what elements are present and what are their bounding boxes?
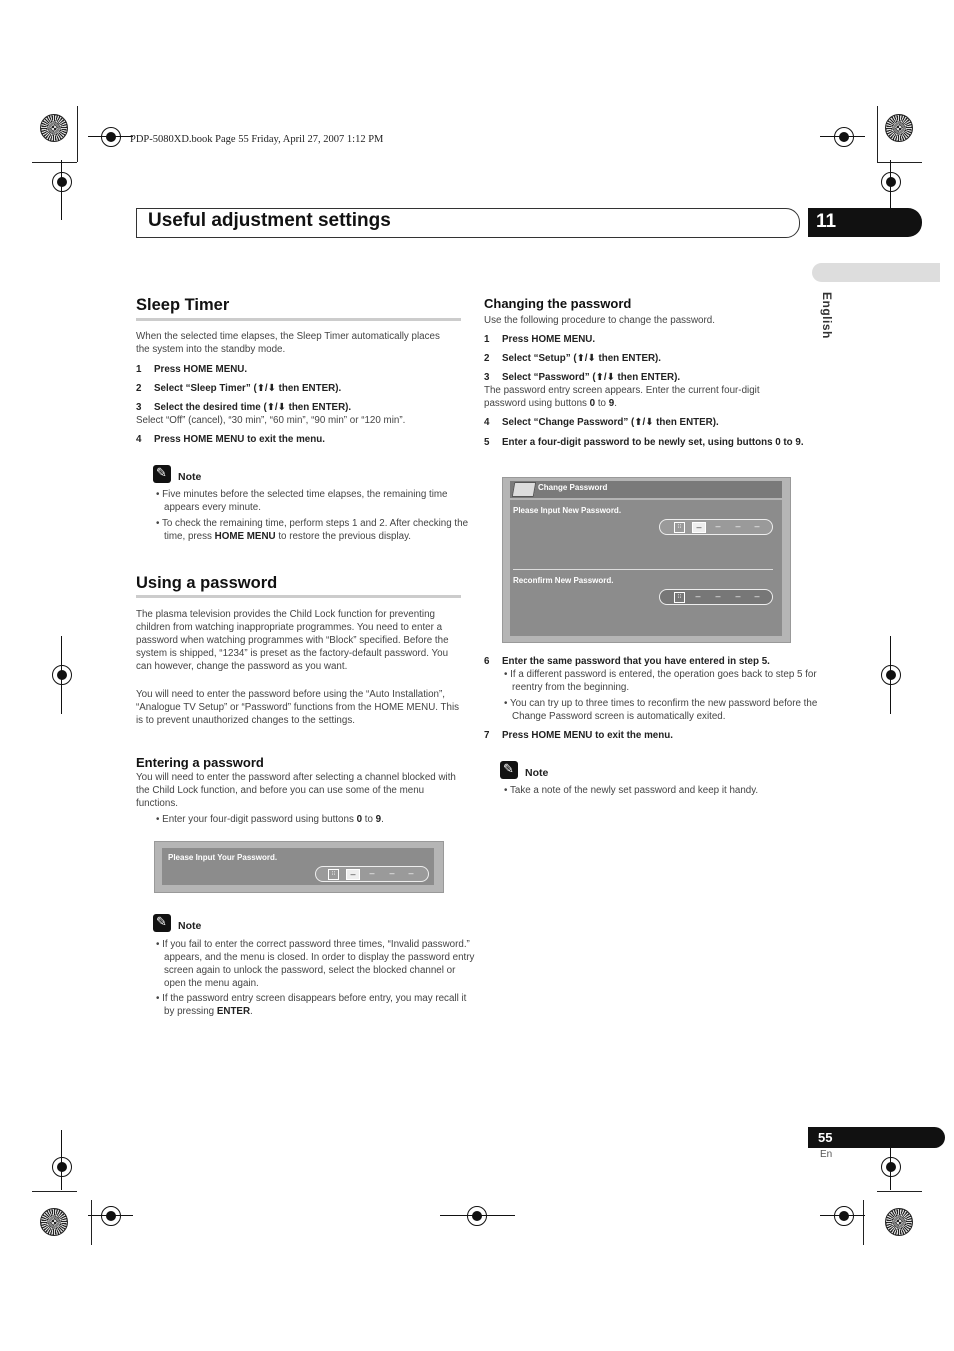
crosshair-line [890, 636, 891, 714]
note-bullet: • Five minutes before the selected time elapses, the remaining time appears every minute. [146, 489, 472, 515]
sleep-step: 2 Select “Sleep Timer” (⬆/⬇ then ENTER). [136, 383, 342, 394]
crop-mark [32, 162, 77, 163]
note-label: Note [178, 920, 202, 932]
confirm-password-field[interactable] [659, 589, 773, 605]
change-step: 1 Press HOME MENU. [484, 334, 596, 345]
change-step: 4 Select “Change Password” (⬆/⬇ then ENTER). [484, 417, 719, 428]
tv-icon [512, 482, 537, 497]
crosshair-line [61, 636, 62, 714]
crosshair-icon [881, 1157, 901, 1177]
password-digit: – [754, 521, 760, 531]
crosshair-line [820, 1215, 865, 1216]
chapter-number: 11 [816, 211, 837, 232]
sleep-step: 3 Select the desired time (⬆/⬇ then ENTER). [136, 402, 352, 413]
note-bullet: • To check the remaining time, perform steps 1 and 2. After checking the time, press HOME MENU to restore the previous display. [146, 518, 472, 544]
registration-target-icon [885, 1208, 913, 1236]
change-step: 7 Press HOME MENU to exit the menu. [484, 730, 673, 741]
crop-mark [77, 106, 78, 162]
password-prompt: Please Input Your Password. [168, 853, 278, 862]
change-password-title: Change Password [538, 483, 608, 492]
page-title: Useful adjustment settings [148, 210, 391, 231]
crosshair-icon [834, 127, 854, 147]
registration-target-icon [40, 1208, 68, 1236]
sleep-timer-heading: Sleep Timer [136, 296, 230, 314]
password-screen [154, 841, 444, 893]
change-password-screen [502, 477, 791, 643]
password-digit: – [754, 591, 760, 601]
page-language: En [820, 1149, 833, 1160]
change-step: 3 Select “Password” (⬆/⬇ then ENTER). [484, 372, 681, 383]
crosshair-icon [881, 172, 901, 192]
crosshair-icon [52, 1157, 72, 1177]
sleep-timer-intro: When the selected time elapses, the Sleep Timer automatically places the system into the standby mode. [136, 331, 440, 355]
crosshair-line [61, 1130, 62, 1190]
password-digit: – [695, 591, 701, 601]
change-step: 6 Enter the same password that you have entered in step 5. [484, 656, 770, 667]
print-info: PDP-5080XD.book Page 55 Friday, April 27, 2007 1:12 PM [130, 134, 384, 145]
password-digit: – [408, 868, 414, 878]
change-step3-detail: The password entry screen appears. Enter the current four-digit password using buttons 0 to 9. [484, 385, 760, 409]
registration-target-icon [885, 114, 913, 142]
crosshair-icon [101, 127, 121, 147]
heading-rule [136, 595, 461, 598]
password-digit: – [346, 869, 360, 880]
sleep-step: 1 Press HOME MENU. [136, 364, 248, 375]
confirm-password-prompt: Reconfirm New Password. [513, 576, 614, 585]
note-icon [153, 465, 171, 483]
crosshair-icon [52, 172, 72, 192]
crop-mark [91, 1200, 92, 1245]
note-bullet: • If you fail to enter the correct password three times, “Invalid password.” appears, and the menu is closed. In order to display the password entry screen again to unlock the password, select the blocked channel or open the menu again. [146, 939, 478, 991]
crop-mark [877, 162, 922, 163]
crosshair-line [820, 136, 865, 137]
entering-password-para: You will need to enter the password after selecting a channel blocked with the Child Lock function, and before you can use some of the menu functions. [136, 772, 456, 809]
entering-bullet: • Enter your four-digit password using buttons 0 to 9. [146, 814, 472, 827]
crop-mark [863, 1200, 864, 1245]
using-password-para1: The plasma television provides the Child Lock function for preventing children from watching inappropriate programmes. You need to enter a password when watching programmes with “Block” specified. Before the system is shipped, “1234” is preset as the factory-default password. You can however, change the password as you want. [136, 609, 449, 672]
note-bullet: • Take a note of the newly set password and keep it handy. [494, 785, 818, 798]
crop-mark [32, 1191, 77, 1192]
new-password-field[interactable] [659, 519, 773, 535]
crop-mark [877, 1191, 922, 1192]
changing-password-intro: Use the following procedure to change the password. [484, 315, 715, 326]
note-label: Note [178, 471, 202, 483]
sleep-step: 4 Press HOME MENU to exit the menu. [136, 434, 325, 445]
keypad-icon: ⁝⁝ [674, 592, 685, 603]
language-label: English [820, 292, 834, 339]
password-digit: – [715, 591, 721, 601]
keypad-icon: ⁝⁝ [674, 522, 685, 533]
note-icon [500, 761, 518, 779]
crosshair-icon [881, 665, 901, 685]
note-icon [153, 914, 171, 932]
crosshair-icon [467, 1206, 487, 1226]
registration-target-icon [40, 114, 68, 142]
password-digit: – [389, 868, 395, 878]
crosshair-icon [52, 665, 72, 685]
new-password-prompt: Please Input New Password. [513, 506, 622, 515]
crosshair-icon [101, 1206, 121, 1226]
page-number: 55 [818, 1130, 833, 1145]
crosshair-line [88, 1215, 133, 1216]
password-digit: – [692, 522, 706, 533]
change-step: 5 Enter a four-digit password to be newly set, using buttons 0 to 9. [484, 437, 804, 448]
password-field[interactable] [315, 866, 429, 882]
change-step: 2 Select “Setup” (⬆/⬇ then ENTER). [484, 353, 662, 364]
note-label: Note [525, 767, 549, 779]
password-digit: – [715, 521, 721, 531]
crosshair-line [61, 160, 62, 220]
step6-bullet: • If a different password is entered, the operation goes back to step 5 for reentry from the beginning. [494, 669, 818, 695]
crosshair-line [88, 136, 133, 137]
heading-rule [136, 318, 461, 321]
password-digit: – [735, 591, 741, 601]
using-password-heading: Using a password [136, 574, 278, 592]
using-password-para2: You will need to enter the password before using the “Auto Installation”, “Analogue TV Setup” or “Password” functions from the HOME MENU. This is to prevent unauthorized changes to the settings. [136, 689, 460, 726]
password-digit: – [735, 521, 741, 531]
password-digit: – [369, 868, 375, 878]
divider [513, 569, 773, 570]
changing-password-heading: Changing the password [484, 296, 632, 311]
step6-bullet: • You can try up to three times to reconfirm the new password before the Change Password screen is automatically exited. [494, 698, 818, 724]
crosshair-line [440, 1215, 515, 1216]
note-bullet: • If the password entry screen disappears before entry, you may recall it by pressing ENTER. [146, 993, 478, 1019]
keypad-icon: ⁝⁝ [328, 869, 339, 880]
entering-password-heading: Entering a password [136, 755, 264, 770]
language-tab [812, 263, 940, 282]
sleep-step3-detail: Select “Off” (cancel), “30 min”, “60 min”, “90 min” or “120 min”. [136, 415, 406, 426]
crop-mark [877, 106, 878, 162]
crosshair-icon [834, 1206, 854, 1226]
